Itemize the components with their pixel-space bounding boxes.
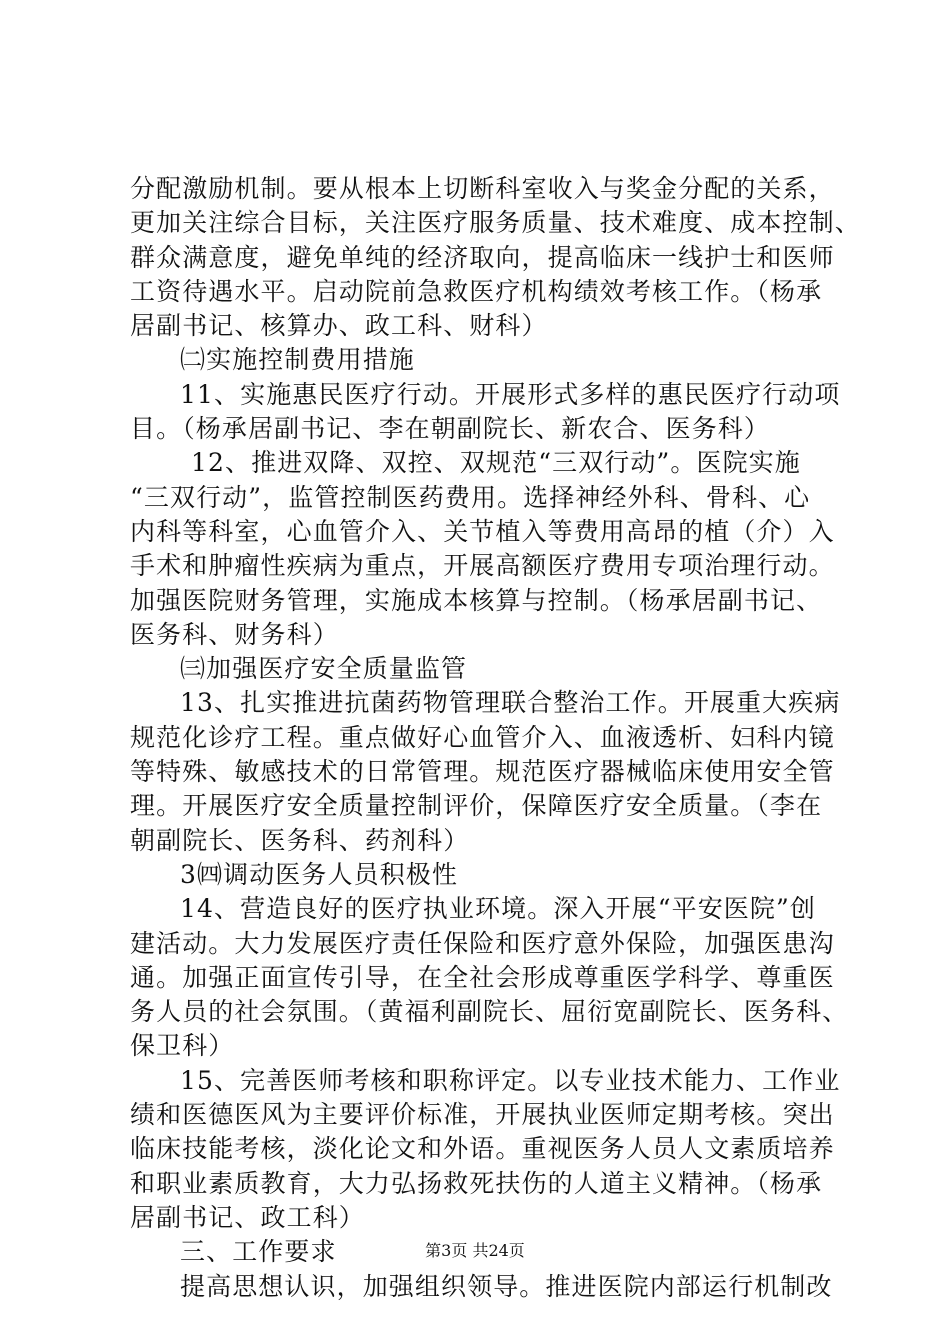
- text-line: 3㈣调动医务人员积极性: [180, 859, 459, 889]
- page-footer: 第3页 共24页: [425, 1241, 525, 1260]
- text-line: 建活动。大力发展医疗责任保险和医疗意外保险，加强医患沟: [130, 928, 835, 958]
- text-line: 居副书记、政工科）: [130, 1202, 365, 1232]
- text-line: 目。（杨承居副书记、李在朝副院长、新农合、医务科）: [130, 414, 771, 444]
- text-line: 临床技能考核，淡化论文和外语。重视医务人员人文素质培养: [130, 1134, 835, 1164]
- text-line: 规范化诊疗工程。重点做好心血管介入、血液透析、妇科内镜: [130, 722, 835, 752]
- text-line: 11、实施惠民医疗行动。开展形式多样的惠民医疗行动项: [180, 379, 841, 409]
- text-line: 更加关注综合目标，关注医疗服务质量、技术难度、成本控制、: [130, 208, 861, 238]
- text-line: 和职业素质教育，大力弘扬救死扶伤的人道主义精神。（杨承: [130, 1168, 823, 1198]
- text-line: 等特殊、敏感技术的日常管理。规范医疗器械临床使用安全管: [130, 757, 835, 787]
- text-line: “三双行动”，监管控制医药费用。选择神经外科、骨科、心: [130, 482, 811, 512]
- text-line: 理。开展医疗安全质量控制评价，保障医疗安全质量。（李在: [130, 791, 823, 821]
- text-line: 手术和肿瘤性疾病为重点，开展高额医疗费用专项治理行动。: [130, 551, 835, 581]
- text-line: 工资待遇水平。启动院前急救医疗机构绩效考核工作。（杨承: [130, 276, 823, 306]
- document-body: [130, 172, 861, 1304]
- text-line: 绩和医德医风为主要评价标准，开展执业医师定期考核。突出: [130, 1100, 835, 1130]
- text-line: 医务科、财务科）: [130, 619, 339, 649]
- text-line: 居副书记、核算办、政工科、财科）: [130, 311, 548, 341]
- text-line: 13、扎实推进抗菌药物管理联合整治工作。开展重大疾病: [180, 688, 841, 718]
- text-line: 内科等科室，心血管介入、关节植入等费用高昂的植（介）入: [130, 516, 835, 546]
- text-line: 提高思想认识，加强组织领导。推进医院内部运行机制改: [180, 1271, 833, 1301]
- text-line: 三、工作要求: [180, 1237, 337, 1267]
- text-line: 分配激励机制。要从根本上切断科室收入与奖金分配的关系，: [130, 174, 835, 203]
- text-line: 群众满意度，避免单纯的经济取向，提高临床一线护士和医师: [130, 242, 835, 272]
- text-line: 通。加强正面宣传引导，在全社会形成尊重医学科学、尊重医: [130, 962, 835, 992]
- text-line: ㈢加强医疗安全质量监管: [180, 654, 468, 684]
- text-line: 加强医院财务管理，实施成本核算与控制。（杨承居副书记、: [130, 585, 823, 615]
- text-line: 保卫科）: [130, 1031, 235, 1061]
- text-line: 务人员的社会氛围。（黄福利副院长、屈衍宽副院长、医务科、: [130, 997, 849, 1027]
- text-line: 12、推进双降、双控、双规范“三双行动”。医院实施: [191, 448, 801, 478]
- text-line: 14、营造良好的医疗执业环境。深入开展“平安医院”创: [180, 894, 816, 924]
- text-line: ㈡实施控制费用措施: [180, 345, 415, 375]
- text-line: 15、完善医师考核和职称评定。以专业技术能力、工作业: [180, 1065, 841, 1095]
- text-line: 朝副院长、医务科、药剂科）: [130, 825, 470, 855]
